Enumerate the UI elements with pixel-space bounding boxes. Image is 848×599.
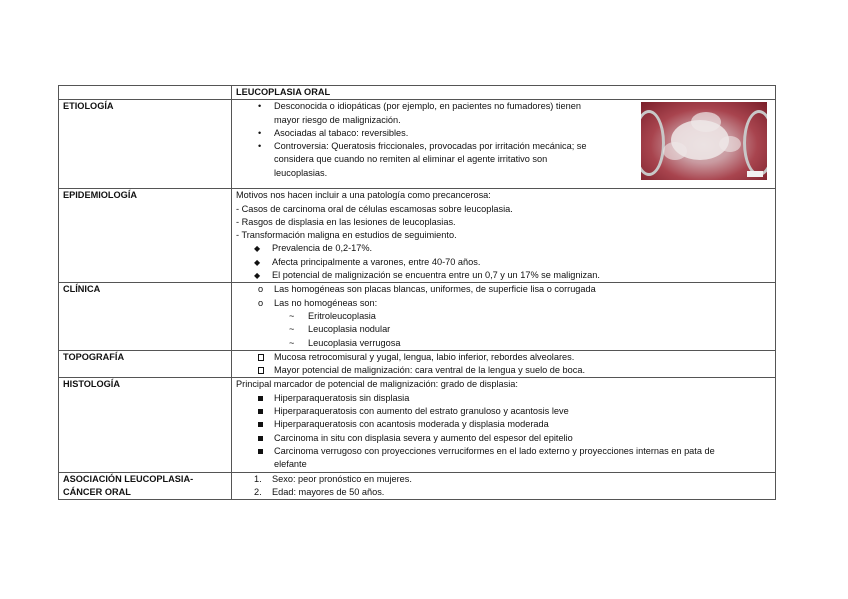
asociacion-row: [59, 472, 776, 500]
histologia-list: [236, 392, 771, 472]
list-item: • Asociadas al tabaco: reversibles.: [236, 127, 771, 140]
list-item: ◆ Prevalencia de 0,2-17%.: [236, 242, 771, 255]
list-item: • Controversia: Queratosis friccionales, provocadas por irritación mecánica; se considera que cuando no remiten al eliminar el agente irritativo son leucoplasias.: [258, 141, 587, 178]
small-square-bullet-icon: [258, 418, 263, 431]
empty-header-cell: [59, 86, 232, 100]
topografia-list: [236, 351, 771, 378]
epidemiologia-row: [59, 189, 776, 283]
small-square-bullet-icon: [258, 445, 263, 458]
tilde-bullet-icon: ~: [289, 337, 295, 348]
bullet-icon: •: [258, 127, 262, 138]
list-item: Mucosa retrocomisural y yugal, lengua, labio inferior, rebordes alveolares.: [236, 351, 771, 364]
diamond-bullet-icon: ◆: [254, 244, 261, 254]
clinica-content: [232, 283, 776, 350]
asociacion-content: [232, 472, 776, 500]
leucoplasia-table: [58, 85, 776, 500]
list-item: Carcinoma verrugoso con proyecciones verruciformes en el lado externo y proyecciones internas en pata de elefante: [236, 445, 771, 472]
list-item: ~ Leucoplasia nodular: [236, 323, 771, 336]
tilde-bullet-icon: ~: [289, 310, 295, 321]
oral-leukoplakia-photo: [641, 102, 767, 180]
histologia-label: HISTOLOGÍA: [59, 378, 232, 472]
clinica-label: CLÍNICA: [59, 283, 232, 350]
title-row: [59, 86, 776, 100]
square-bullet-icon: [258, 351, 264, 365]
bullet-icon: •: [258, 141, 262, 152]
etiologia-label: ETIOLOGÍA: [59, 100, 232, 189]
epidemiologia-intro: Motivos nos hacen incluir a una patología como precancerosa:: [236, 190, 491, 201]
list-item: Hiperparaqueratosis sin displasia: [236, 392, 771, 405]
diamond-bullet-icon: ◆: [254, 257, 261, 267]
topografia-label: TOPOGRAFÍA: [59, 350, 232, 378]
list-item: ◆ Afecta principalmente a varones, entre 40-70 años.: [236, 256, 771, 269]
epidemiologia-label: EPIDEMIOLOGÍA: [59, 189, 232, 283]
topografia-row: [59, 350, 776, 378]
list-item: Hiperparaqueratosis con aumento del estrato granuloso y acantosis leve: [236, 405, 771, 418]
list-item: 2. Edad: mayores de 50 años.: [254, 486, 385, 497]
list-item: Hiperparaqueratosis con acantosis moderada y displasia moderada: [236, 418, 771, 431]
list-item: • Desconocida o idiopáticas (por ejemplo, en pacientes no fumadores) tienen mayor riesgo de malignización.: [258, 101, 581, 125]
circle-bullet-icon: o: [258, 297, 264, 308]
list-item: ~ Eritroleucoplasia: [236, 310, 771, 323]
etiologia-content: [232, 100, 776, 189]
list-item: o Las no homogéneas son:: [236, 297, 771, 310]
clinica-sublist: [236, 310, 771, 350]
histologia-content: [232, 378, 776, 472]
clinica-row: [59, 283, 776, 350]
epidemiologia-content: Motivos nos hacen incluir a una patología como precancerosa: - Casos de carcinoma oral de células escamosas sobre leucoplasia. - Rasgos de displasia en las lesiones de leucoplasias. - Transformación maligna en estudios de seguimiento. ◆ Prevalencia de 0,2-17%. ◆ Afecta principalmente a varones, entre 40-70 años. ◆ El potencial de malignización se encuentra entre un 0,7 y un 17% se malignizan.: [232, 189, 776, 283]
list-item: Mayor potencial de malignización: cara ventral de la lengua y suelo de boca.: [236, 364, 771, 377]
bullet-icon: •: [258, 101, 262, 112]
tilde-bullet-icon: ~: [289, 324, 295, 335]
list-item: Carcinoma in situ con displasia severa y aumento del espesor del epitelio: [236, 432, 771, 445]
list-item: ~ Leucoplasia verrugosa: [236, 337, 771, 350]
circle-bullet-icon: o: [258, 284, 264, 295]
clinica-list: [236, 283, 771, 310]
list-item: 1. Sexo: peor pronóstico en mujeres.: [254, 473, 412, 484]
diamond-bullet-icon: ◆: [254, 271, 261, 281]
topografia-content: [232, 350, 776, 378]
list-item: o Las homogéneas son placas blancas, uniformes, de superficie lisa o corrugada: [236, 283, 771, 296]
small-square-bullet-icon: [258, 432, 263, 445]
histologia-intro: Principal marcador de potencial de malignización: grado de displasia:: [236, 379, 518, 390]
histologia-row: [59, 378, 776, 472]
small-square-bullet-icon: [258, 392, 263, 405]
epidemiologia-list: [236, 242, 771, 282]
etiologia-row: [59, 100, 776, 189]
square-bullet-icon: [258, 364, 264, 378]
small-square-bullet-icon: [258, 405, 263, 418]
list-item: ◆ El potencial de malignización se encuentra entre un 0,7 y un 17% se malignizan.: [236, 269, 771, 282]
asociacion-list: [236, 473, 771, 500]
asociacion-label: ASOCIACIÓN LEUCOPLASIA- CÁNCER ORAL: [59, 472, 232, 500]
table-title: LEUCOPLASIA ORAL: [232, 86, 776, 100]
